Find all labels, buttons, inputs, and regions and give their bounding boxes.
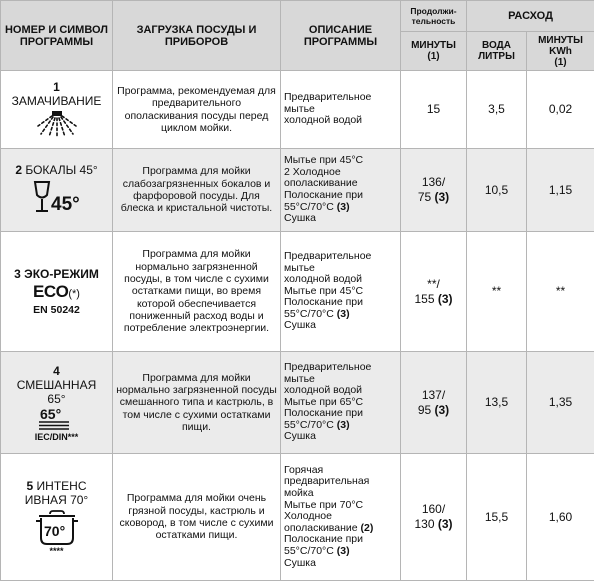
iec-din-label: IEC/DIN*** xyxy=(34,431,79,442)
mixed-temp-label: 65° xyxy=(39,405,61,422)
kwh-value: 1,15 xyxy=(527,149,594,232)
program-name-temp: 65° xyxy=(47,391,66,406)
program-description: Предварительное мытье холодной водой Мытье при 45°C Полоскание при 55°C/70°C (3) Сушка xyxy=(281,232,401,352)
table-row xyxy=(1,71,594,149)
header-load: ЗАГРУЗКА ПОСУДЫ И ПРИБОРОВ xyxy=(113,1,281,71)
program-name: СМЕШАННАЯ xyxy=(16,377,97,392)
en-standard: EN 50242 xyxy=(33,303,80,316)
pot-temp-label: 70° xyxy=(43,522,65,539)
soak-spray-icon xyxy=(36,110,78,140)
program-cell xyxy=(1,454,113,581)
program-description: Горячая предварительная мойка Мытье при 70°C Холодное ополаскивание (2) Полоскание при 55°C/70°C (3) Сушка xyxy=(281,454,401,581)
water-value: 3,5 xyxy=(467,71,527,149)
table-row xyxy=(1,352,594,454)
eco-note: (*) xyxy=(68,287,80,300)
kwh-value: ** xyxy=(527,232,594,352)
program-name: ЗАМАЧИВАНИЕ xyxy=(11,93,102,108)
program-number: 4 xyxy=(53,363,60,378)
header-duration: Продолжи-тельность xyxy=(401,1,467,32)
program-description: Предварительное мытье холодной водой xyxy=(281,71,401,149)
minutes-value: **/ 155 (3) xyxy=(401,232,467,352)
table-row xyxy=(1,454,594,581)
water-value: 15,5 xyxy=(467,454,527,581)
program-name: ИНТЕНС xyxy=(36,478,87,493)
header-description: ОПИСАНИЕ ПРОГРАММЫ xyxy=(281,1,401,71)
glass-45-icon xyxy=(32,179,82,217)
program-description: Предварительное мытье холодной водой Мытье при 65°C Полоскание при 55°C/70°C (3) Сушка xyxy=(281,352,401,454)
program-cell xyxy=(1,352,113,454)
program-description: Мытье при 45°C 2 Холодное ополаскивание Полоскание при 55°C/70°C (3) Сушка xyxy=(281,149,401,232)
load-description: Программа для мойки очень грязной посуды, кастрюль и сковород, в том числе с сухими остатками пищи. xyxy=(113,454,281,581)
program-number: 3 xyxy=(14,266,21,281)
kwh-value: 1,35 xyxy=(527,352,594,454)
header-kwh: МИНУТЫ KWh (1) xyxy=(527,32,594,71)
load-description: Программа, рекомендуемая для предварительного ополаскивания посуды перед циклом мойки. xyxy=(113,71,281,149)
minutes-value: 15 xyxy=(401,71,467,149)
program-number: 1 xyxy=(53,79,60,94)
header-program: НОМЕР И СИМВОЛ ПРОГРАММЫ xyxy=(1,1,113,71)
program-name: БОКАЛЫ 45° xyxy=(25,163,98,177)
header-minutes: МИНУТЫ (1) xyxy=(401,32,467,71)
glass-temp-label: 45° xyxy=(50,194,80,215)
water-value: ** xyxy=(467,232,527,352)
mixed-65-icon xyxy=(37,406,77,432)
water-value: 10,5 xyxy=(467,149,527,232)
eco-label: ECO xyxy=(33,281,69,301)
minutes-value: 160/ 130 (3) xyxy=(401,454,467,581)
header-consumption: РАСХОД xyxy=(467,1,594,32)
load-description: Программа для мойки нормально загрязненной посуды, в том числе с сухими остатками пищи, во время которой обеспечивается пониженный расход воды и потребление электроэнергии. xyxy=(113,232,281,352)
water-value: 13,5 xyxy=(467,352,527,454)
table-row xyxy=(1,232,594,352)
load-description: Программа для мойки слабозагрязненных бокалов и фарфоровой посуды. Для блеска и кристальной чистоты. xyxy=(113,149,281,232)
program-cell xyxy=(1,71,113,149)
program-cell xyxy=(1,149,113,232)
program-name: ЭКО-РЕЖИМ xyxy=(24,266,99,281)
pot-70-icon xyxy=(35,510,79,546)
header-water: ВОДА ЛИТРЫ xyxy=(467,32,527,71)
minutes-value: 136/ 75 (3) xyxy=(401,149,467,232)
minutes-value: 137/ 95 (3) xyxy=(401,352,467,454)
program-number: 5 xyxy=(26,478,34,493)
program-cell xyxy=(1,232,113,352)
stars-note: **** xyxy=(49,545,64,556)
program-number: 2 xyxy=(15,163,23,177)
program-name-temp: ИВНАЯ 70° xyxy=(24,492,89,507)
kwh-value: 0,02 xyxy=(527,71,594,149)
load-description: Программа для мойки нормально загрязненной посуды смешанного типа и кастрюль, в том числе с сухими остатками пищи. xyxy=(113,352,281,454)
kwh-value: 1,60 xyxy=(527,454,594,581)
table-row xyxy=(1,149,594,232)
